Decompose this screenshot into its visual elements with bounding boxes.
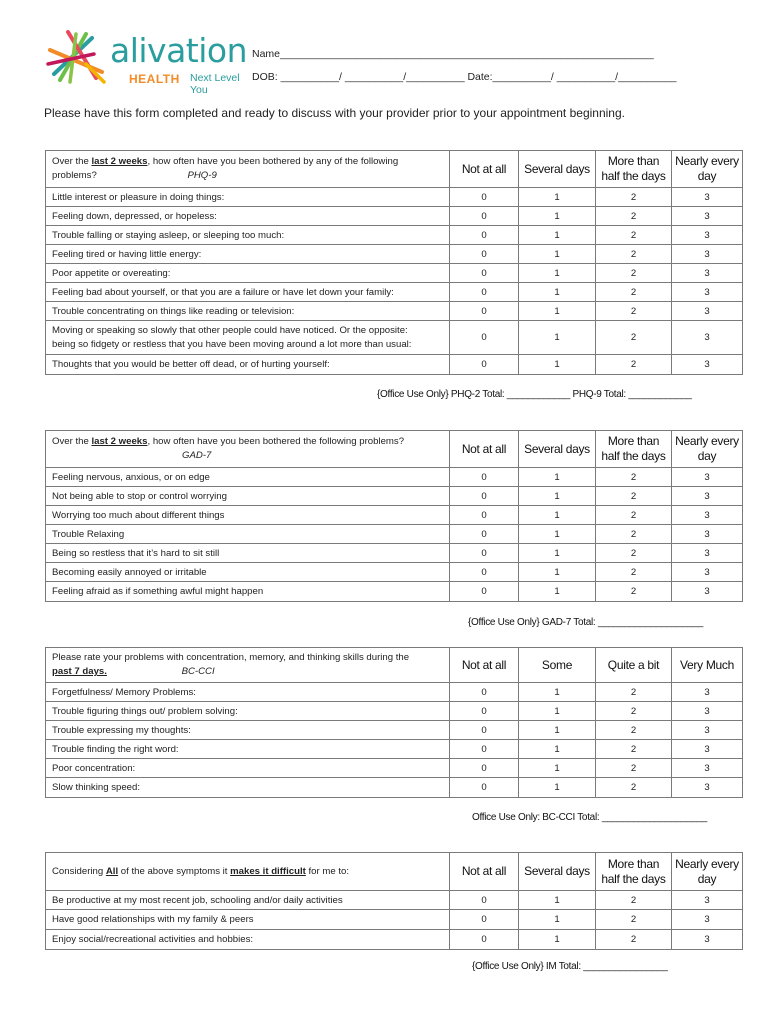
score-1[interactable]: 1	[519, 759, 596, 778]
bcci-question-emph: past 7 days.	[52, 666, 107, 677]
option-several-days: Several days	[519, 853, 596, 891]
score-0[interactable]: 0	[450, 891, 519, 910]
score-3[interactable]: 3	[672, 563, 743, 582]
score-3[interactable]: 3	[672, 506, 743, 525]
score-0[interactable]: 0	[450, 910, 519, 930]
score-2[interactable]: 2	[596, 582, 672, 602]
dob-date-field-line[interactable]: DOB: __________/ __________/__________ Date:__________/ __________/__________	[252, 71, 677, 83]
table-row	[46, 544, 743, 563]
phq9-tag: PHQ-9	[187, 170, 217, 181]
row-question-line2: being so fidgety or restless that you have been moving around a lot more than usual:	[52, 338, 412, 350]
score-2[interactable]: 2	[596, 740, 672, 759]
gad7-header-row	[46, 431, 743, 468]
score-1[interactable]: 1	[519, 321, 596, 355]
score-3[interactable]: 3	[672, 683, 743, 702]
score-2[interactable]: 2	[596, 283, 672, 302]
score-1[interactable]: 1	[519, 226, 596, 245]
option-very-much: Very Much	[672, 648, 743, 683]
score-2[interactable]: 2	[596, 468, 672, 487]
option-more-than-half: More than half the days	[596, 431, 672, 468]
table-row	[46, 264, 743, 283]
option-nearly-every-day: Nearly every day	[672, 431, 743, 468]
row-question: Thoughts that you would be better off dead, or of hurting yourself:	[46, 355, 450, 375]
score-1[interactable]: 1	[519, 740, 596, 759]
score-0[interactable]: 0	[450, 525, 519, 544]
gad7-question-suffix: , how often have you been bothered the following problems?	[147, 436, 405, 447]
score-1[interactable]: 1	[519, 245, 596, 264]
score-1[interactable]: 1	[519, 355, 596, 375]
row-question: Trouble finding the right word:	[46, 740, 450, 759]
bcci-tag: BC-CCI	[181, 666, 215, 677]
phq9-question-emph: last 2 weeks	[91, 156, 148, 167]
score-2[interactable]: 2	[596, 321, 672, 355]
score-0[interactable]: 0	[450, 683, 519, 702]
bcci-question-line1: Please rate your problems with concentration, memory, and thinking skills during the	[52, 652, 410, 663]
row-question: Trouble figuring things out/ problem solving:	[46, 702, 450, 721]
table-row	[46, 245, 743, 264]
score-0[interactable]: 0	[450, 188, 519, 207]
score-1[interactable]: 1	[519, 702, 596, 721]
score-0[interactable]: 0	[450, 721, 519, 740]
phq9-table	[45, 150, 743, 375]
bcci-header-row	[46, 648, 743, 683]
gad7-table	[45, 430, 743, 602]
row-question: Being so restless that it’s hard to sit still	[46, 544, 450, 563]
row-question: Trouble concentrating on things like reading or television:	[46, 302, 450, 321]
score-2[interactable]: 2	[596, 525, 672, 544]
row-question: Little interest or pleasure in doing things:	[46, 188, 450, 207]
gad7-tag: GAD-7	[182, 450, 212, 461]
score-1[interactable]: 1	[519, 891, 596, 910]
phq9-question-suffix: , how often have you been bothered by any of the following	[147, 156, 399, 167]
alivation-health-logo	[46, 30, 251, 96]
score-0[interactable]: 0	[450, 355, 519, 375]
row-question: Enjoy social/recreational activities and hobbies:	[46, 930, 450, 950]
score-1[interactable]: 1	[519, 525, 596, 544]
gad7-question-prefix: Over the	[52, 436, 92, 447]
gad7-question-emph: last 2 weeks	[91, 436, 148, 447]
im-office-use-total[interactable]: {Office Use Only} IM Total: ________________	[472, 961, 668, 972]
row-question-line1: Moving or speaking so slowly that other people could have noticed. Or the opposite:	[52, 324, 408, 336]
score-3[interactable]: 3	[672, 891, 743, 910]
score-0[interactable]: 0	[450, 207, 519, 226]
score-2[interactable]: 2	[596, 188, 672, 207]
table-row	[46, 721, 743, 740]
score-3[interactable]: 3	[672, 355, 743, 375]
table-row	[46, 188, 743, 207]
table-row	[46, 702, 743, 721]
score-2[interactable]: 2	[596, 207, 672, 226]
table-row	[46, 506, 743, 525]
score-1[interactable]: 1	[519, 778, 596, 798]
score-3[interactable]: 3	[672, 910, 743, 930]
row-question: Becoming easily annoyed or irritable	[46, 563, 450, 582]
score-3[interactable]: 3	[672, 188, 743, 207]
score-0[interactable]: 0	[450, 487, 519, 506]
score-3[interactable]: 3	[672, 226, 743, 245]
score-1[interactable]: 1	[519, 683, 596, 702]
score-2[interactable]: 2	[596, 778, 672, 798]
score-2[interactable]: 2	[596, 245, 672, 264]
row-question: Poor appetite or overeating:	[46, 264, 450, 283]
score-1[interactable]: 1	[519, 264, 596, 283]
phq9-question	[46, 151, 450, 188]
table-row	[46, 487, 743, 506]
score-3[interactable]: 3	[672, 721, 743, 740]
score-2[interactable]: 2	[596, 930, 672, 950]
im-question	[46, 853, 450, 891]
score-0[interactable]: 0	[450, 468, 519, 487]
option-some: Some	[519, 648, 596, 683]
logo-health-text: HEALTH	[129, 72, 180, 86]
table-row	[46, 525, 743, 544]
row-question: Have good relationships with my family & peers	[46, 910, 450, 930]
score-1[interactable]: 1	[519, 283, 596, 302]
row-question: Be productive at my most recent job, schooling and/or daily activities	[46, 891, 450, 910]
bcci-question	[46, 648, 450, 683]
score-3[interactable]: 3	[672, 207, 743, 226]
im-question-emph-all: All	[105, 865, 119, 877]
phq9-header-row	[46, 151, 743, 188]
score-3[interactable]: 3	[672, 487, 743, 506]
score-3[interactable]: 3	[672, 468, 743, 487]
score-0[interactable]: 0	[450, 283, 519, 302]
bcci-table	[45, 647, 743, 798]
score-0[interactable]: 0	[450, 264, 519, 283]
score-2[interactable]: 2	[596, 355, 672, 375]
table-row	[46, 740, 743, 759]
score-1[interactable]: 1	[519, 910, 596, 930]
score-0[interactable]: 0	[450, 302, 519, 321]
score-3[interactable]: 3	[672, 525, 743, 544]
score-0[interactable]: 0	[450, 582, 519, 602]
row-question: Forgetfulness/ Memory Problems:	[46, 683, 450, 702]
phq-office-use-total[interactable]: {Office Use Only} PHQ-2 Total: ____________ PHQ-9 Total: ____________	[377, 389, 692, 400]
phq9-question-prefix: Over the	[52, 156, 92, 167]
table-row	[46, 778, 743, 798]
score-2[interactable]: 2	[596, 544, 672, 563]
score-2[interactable]: 2	[596, 759, 672, 778]
option-more-than-half: More than half the days	[596, 853, 672, 891]
option-quite-a-bit: Quite a bit	[596, 648, 672, 683]
row-question: Not being able to stop or control worrying	[46, 487, 450, 506]
row-question: Feeling bad about yourself, or that you are a failure or have let down your family:	[46, 283, 450, 302]
score-0[interactable]: 0	[450, 759, 519, 778]
row-question: Worrying too much about different things	[46, 506, 450, 525]
row-question: Trouble falling or staying asleep, or sleeping too much:	[46, 226, 450, 245]
table-row	[46, 930, 743, 950]
score-2[interactable]: 2	[596, 702, 672, 721]
score-1[interactable]: 1	[519, 563, 596, 582]
row-question	[46, 321, 450, 355]
phq9-question-line2: problems?	[52, 170, 97, 181]
score-0[interactable]: 0	[450, 226, 519, 245]
score-2[interactable]: 2	[596, 302, 672, 321]
table-row	[46, 283, 743, 302]
score-2[interactable]: 2	[596, 487, 672, 506]
option-not-at-all: Not at all	[450, 648, 519, 683]
table-row	[46, 759, 743, 778]
score-0[interactable]: 0	[450, 245, 519, 264]
score-3[interactable]: 3	[672, 778, 743, 798]
table-row	[46, 321, 743, 355]
score-1[interactable]: 1	[519, 468, 596, 487]
option-several-days: Several days	[519, 151, 596, 188]
option-not-at-all: Not at all	[450, 853, 519, 891]
score-3[interactable]: 3	[672, 740, 743, 759]
score-2[interactable]: 2	[596, 506, 672, 525]
gad7-question	[46, 431, 450, 468]
score-3[interactable]: 3	[672, 582, 743, 602]
name-field-line[interactable]: Name________________________________________________________________	[252, 48, 654, 60]
score-0[interactable]: 0	[450, 778, 519, 798]
option-more-than-half: More than half the days	[596, 151, 672, 188]
score-1[interactable]: 1	[519, 582, 596, 602]
option-nearly-every-day: Nearly every day	[672, 151, 743, 188]
table-row	[46, 683, 743, 702]
row-question: Feeling afraid as if something awful might happen	[46, 582, 450, 602]
row-question: Slow thinking speed:	[46, 778, 450, 798]
score-3[interactable]: 3	[672, 302, 743, 321]
score-2[interactable]: 2	[596, 683, 672, 702]
score-3[interactable]: 3	[672, 544, 743, 563]
score-0[interactable]: 0	[450, 930, 519, 950]
score-3[interactable]: 3	[672, 283, 743, 302]
table-row	[46, 468, 743, 487]
logo-wordmark: alivation	[110, 31, 248, 70]
table-row	[46, 563, 743, 582]
row-question: Feeling down, depressed, or hopeless:	[46, 207, 450, 226]
score-0[interactable]: 0	[450, 702, 519, 721]
score-0[interactable]: 0	[450, 544, 519, 563]
starburst-logo-icon	[46, 30, 108, 85]
score-0[interactable]: 0	[450, 506, 519, 525]
option-nearly-every-day: Nearly every day	[672, 853, 743, 891]
score-0[interactable]: 0	[450, 321, 519, 355]
score-3[interactable]: 3	[672, 264, 743, 283]
score-0[interactable]: 0	[450, 563, 519, 582]
im-question-suffix: for me to:	[305, 865, 350, 877]
row-question: Trouble Relaxing	[46, 525, 450, 544]
score-2[interactable]: 2	[596, 721, 672, 740]
score-3[interactable]: 3	[672, 759, 743, 778]
intro-instructions: Please have this form completed and ready to discuss with your provider prior to your appointment beginning.	[44, 106, 625, 120]
logo-tagline: Next Level You	[190, 72, 240, 96]
option-several-days: Several days	[519, 431, 596, 468]
score-1[interactable]: 1	[519, 506, 596, 525]
score-2[interactable]: 2	[596, 910, 672, 930]
score-0[interactable]: 0	[450, 740, 519, 759]
score-1[interactable]: 1	[519, 302, 596, 321]
score-3[interactable]: 3	[672, 245, 743, 264]
table-row	[46, 226, 743, 245]
score-2[interactable]: 2	[596, 264, 672, 283]
table-row	[46, 207, 743, 226]
im-question-prefix: Considering	[52, 865, 106, 877]
score-3[interactable]: 3	[672, 930, 743, 950]
score-2[interactable]: 2	[596, 891, 672, 910]
im-table	[45, 852, 743, 950]
score-1[interactable]: 1	[519, 188, 596, 207]
score-3[interactable]: 3	[672, 321, 743, 355]
score-1[interactable]: 1	[519, 487, 596, 506]
gad7-office-use-total[interactable]: {Office Use Only} GAD-7 Total: ____________________	[468, 617, 704, 628]
score-2[interactable]: 2	[596, 563, 672, 582]
im-question-emph-difficult: makes it difficult	[230, 865, 306, 877]
score-1[interactable]: 1	[519, 207, 596, 226]
table-row	[46, 910, 743, 930]
row-question: Trouble expressing my thoughts:	[46, 721, 450, 740]
table-row	[46, 582, 743, 602]
row-question: Feeling tired or having little energy:	[46, 245, 450, 264]
table-row	[46, 302, 743, 321]
score-3[interactable]: 3	[672, 702, 743, 721]
score-1[interactable]: 1	[519, 930, 596, 950]
table-row	[46, 355, 743, 375]
table-row	[46, 891, 743, 910]
score-1[interactable]: 1	[519, 721, 596, 740]
score-1[interactable]: 1	[519, 544, 596, 563]
row-question: Poor concentration:	[46, 759, 450, 778]
score-2[interactable]: 2	[596, 226, 672, 245]
im-header-row	[46, 853, 743, 891]
option-not-at-all: Not at all	[450, 151, 519, 188]
bcci-office-use-total[interactable]: Office Use Only: BC-CCI Total: ____________________	[472, 812, 708, 823]
row-question: Feeling nervous, anxious, or on edge	[46, 468, 450, 487]
option-not-at-all: Not at all	[450, 431, 519, 468]
im-question-mid: of the above symptoms it	[118, 865, 231, 877]
